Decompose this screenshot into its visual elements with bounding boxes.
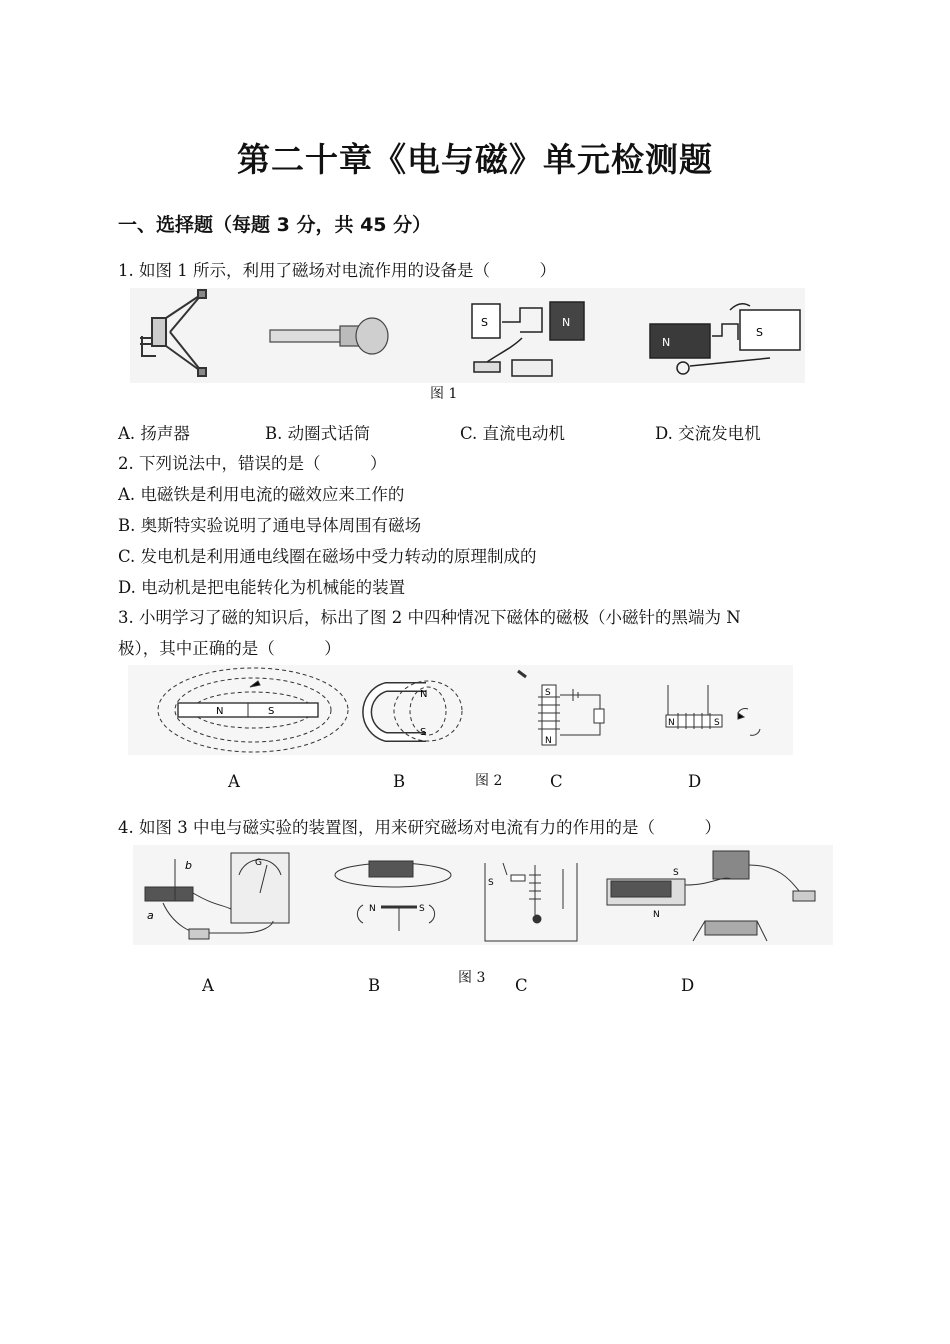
fig3d-n-label: N: [653, 910, 660, 920]
q3-stem-line2: 极），其中正确的是（ ）: [118, 639, 341, 658]
fig2-label-d: D: [688, 772, 702, 791]
fig3-label-a: A: [202, 976, 214, 995]
magnet-n-label: N: [562, 316, 571, 329]
magnet-s-label: S: [481, 316, 488, 329]
figure-3: [133, 845, 833, 945]
section-heading: 一、选择题（每题 3 分，共 45 分）: [118, 214, 432, 236]
fig2-label-a: A: [228, 772, 240, 791]
q3-stem-line1: 3. 小明学习了磁的知识后，标出了图 2 中四种情况下磁体的磁极（小磁针的黑端为 N: [118, 608, 741, 627]
fig2d-s-label: S: [714, 718, 720, 728]
fig3a-b-label: b: [185, 859, 192, 872]
fig3-label-d: D: [681, 976, 695, 995]
q2-stem: 2. 下列说法中，错误的是（ ）: [118, 454, 387, 473]
fig3b-s-label: S: [419, 904, 425, 914]
fig2a-s-label: S: [268, 706, 275, 717]
q1-option-d: D. 交流发电机: [655, 424, 761, 443]
fig2a-n-label: N: [216, 706, 224, 717]
fig2-label-c: C: [550, 772, 563, 791]
q1-option-b: B. 动圈式话筒: [265, 424, 371, 443]
fig2c-n-label: N: [545, 736, 552, 746]
fig3-label-c: C: [515, 976, 528, 995]
fig3a-a-label: a: [147, 909, 154, 922]
fig3-label-b: B: [368, 976, 381, 995]
generator-n-label: N: [662, 336, 671, 349]
q2-option-c: C. 发电机是利用通电线圈在磁场中受力转动的原理制成的: [118, 547, 537, 566]
page-title: 第二十章《电与磁》单元检测题: [237, 140, 713, 179]
figure-2: [128, 665, 793, 755]
q1-option-a: A. 扬声器: [118, 424, 190, 443]
fig2b-n-label: N: [420, 689, 428, 700]
fig2d-n-label: N: [668, 718, 675, 728]
fig3a-g-label: G: [255, 858, 262, 868]
fig3d-s-label: S: [673, 868, 679, 878]
fig2b-s-label: S: [420, 727, 427, 738]
q2-option-a: A. 电磁铁是利用电流的磁效应来工作的: [118, 485, 405, 504]
fig3c-s-label: S: [488, 878, 494, 888]
q4-stem: 4. 如图 3 中电与磁实验的装置图，用来研究磁场对电流有力的作用的是（ ）: [118, 818, 721, 837]
q1-option-c: C. 直流电动机: [460, 424, 566, 443]
fig2-label-b: B: [393, 772, 406, 791]
figure-1: [130, 288, 805, 383]
figure-3-caption: 图 3: [458, 970, 486, 986]
q2-option-d: D. 电动机是把电能转化为机械能的装置: [118, 578, 406, 597]
figure-2-caption: 图 2: [475, 773, 503, 789]
generator-s-label: S: [756, 326, 763, 339]
q1-stem: 1. 如图 1 所示，利用了磁场对电流作用的设备是（ ）: [118, 261, 556, 280]
q2-option-b: B. 奥斯特实验说明了通电导体周围有磁场: [118, 516, 422, 535]
fig3b-n-label: N: [369, 904, 376, 914]
fig2c-s-label: S: [545, 688, 551, 698]
figure-1-caption: 图 1: [430, 386, 458, 402]
